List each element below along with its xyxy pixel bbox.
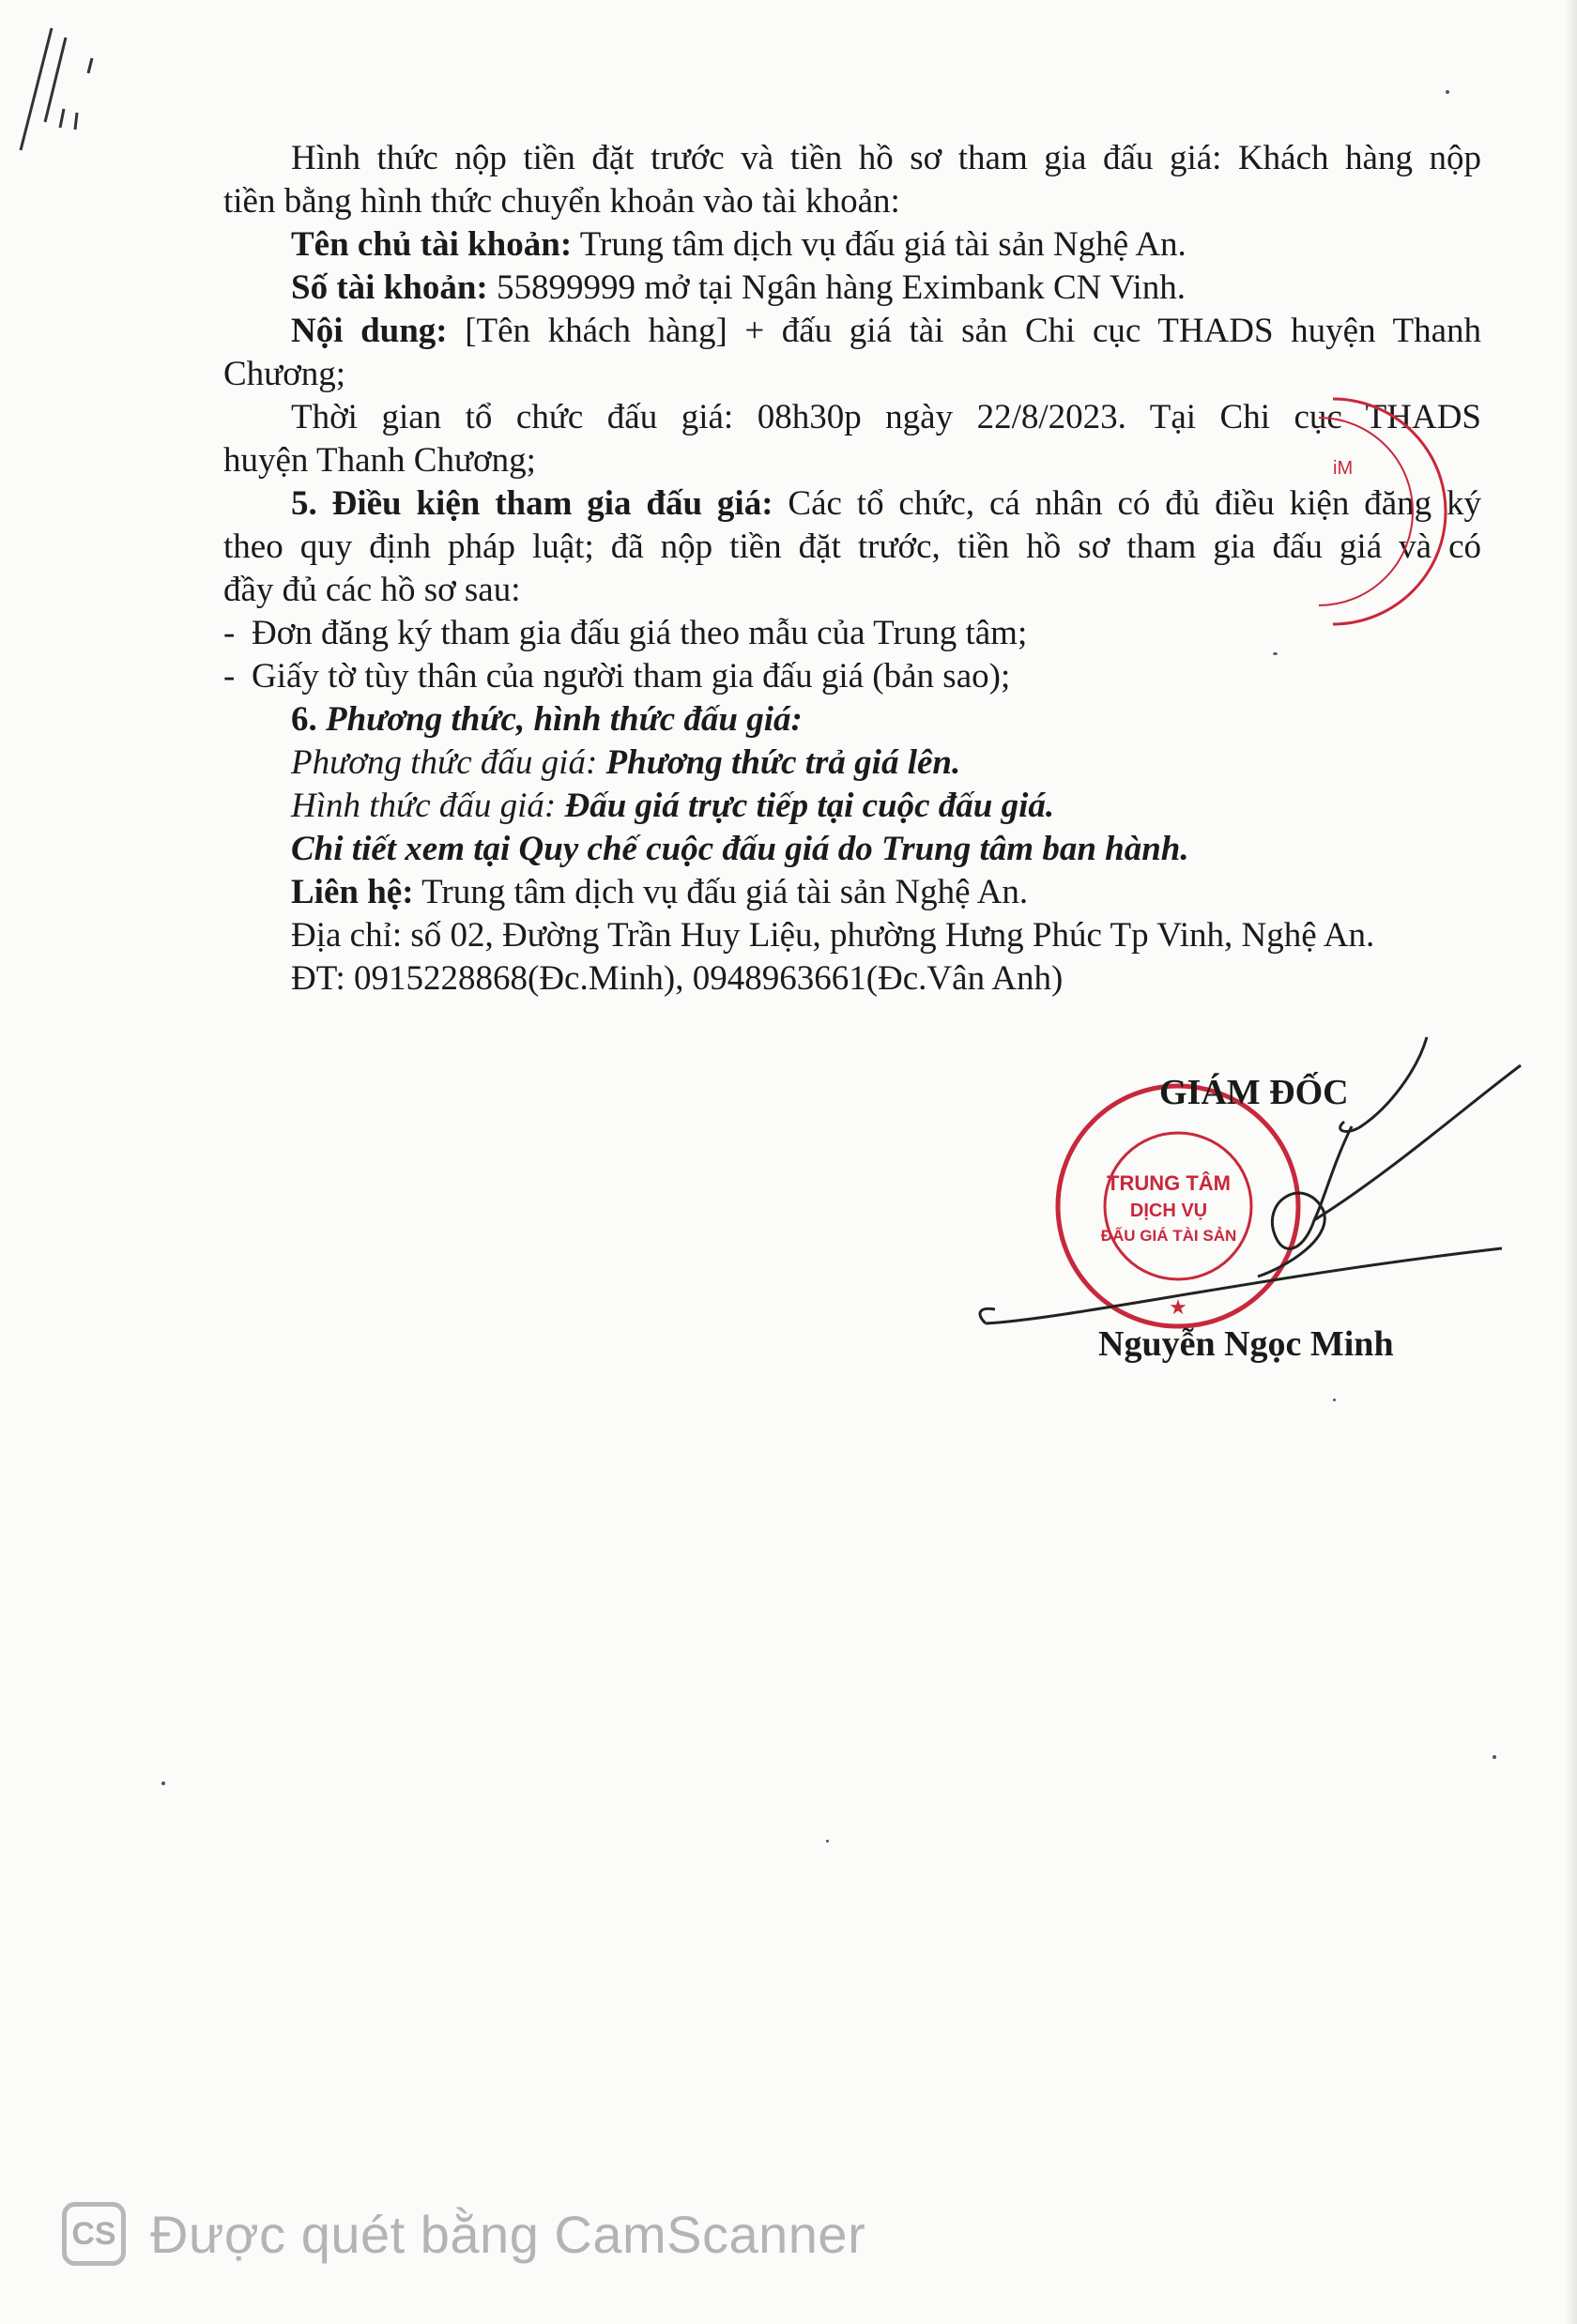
- partial-seal-stamp: [1314, 390, 1455, 643]
- document-line: [223, 396, 1481, 439]
- text-run: Các tổ chức, cá nhân có đủ điều kiện đăng ký: [773, 484, 1481, 523]
- svg-text:DỊCH VỤ: DỊCH VỤ: [1129, 1200, 1208, 1221]
- text-run: [Tên khách hàng] + đấu giá tài sản Chi cục THADS huyện Thanh: [447, 312, 1481, 350]
- document-line: [223, 223, 1481, 267]
- scan-speck: [1446, 90, 1449, 94]
- text-run: đầy đủ các hồ sơ sau:: [223, 571, 521, 609]
- text-run: Tên chủ tài khoản:: [291, 225, 573, 264]
- text-run: Phương thức đấu giá:: [291, 743, 606, 782]
- svg-text:★: ★: [1169, 1296, 1187, 1320]
- document-line: [223, 267, 1481, 310]
- text-run: 55899999 mở tại Ngân hàng Eximbank CN Vinh.: [487, 268, 1186, 307]
- text-run: Chương;: [223, 355, 346, 393]
- scan-speck: [1333, 1399, 1336, 1401]
- scan-speck: [1493, 1755, 1496, 1759]
- corner-pen-mark: [9, 19, 113, 160]
- text-run: 6.: [291, 700, 326, 739]
- text-run: Nội dung:: [291, 312, 448, 350]
- watermark-text: Được quét bằng CamScanner: [150, 2204, 866, 2264]
- camscanner-watermark: [62, 2196, 865, 2271]
- document-line: [223, 310, 1481, 353]
- document-line: [223, 655, 1481, 698]
- scan-speck: [161, 1781, 165, 1785]
- text-run: Liên hệ:: [291, 873, 414, 911]
- text-run: theo quy định pháp luật; đã nộp tiền đặt trước, tiền hồ sơ tham gia đấu giá và có: [223, 527, 1481, 566]
- text-run: Phương thức, hình thức đấu giá:: [326, 700, 803, 739]
- document-line: [223, 828, 1481, 871]
- text-run: Trung tâm dịch vụ đấu giá tài sản Nghệ An.: [572, 225, 1187, 264]
- document-line: [223, 698, 1481, 742]
- document-line: [223, 180, 1481, 223]
- signer-name: Nguyễn Ngọc Minh: [1098, 1324, 1394, 1364]
- document-line: [223, 914, 1481, 957]
- document-line: [223, 137, 1481, 180]
- document-line: [223, 957, 1481, 1001]
- document-line: [223, 871, 1481, 914]
- signature-block: [976, 1032, 1539, 1389]
- scan-speck: [826, 1840, 829, 1842]
- document-line: [223, 742, 1481, 785]
- text-run: tiền bằng hình thức chuyển khoản vào tài khoản:: [223, 182, 900, 221]
- text-run: Đơn đăng ký tham gia đấu giá theo mẫu của Trung tâm;: [252, 614, 1028, 652]
- director-title: GIÁM ĐỐC: [1159, 1073, 1349, 1112]
- page-edge-shadow: [1564, 0, 1577, 2324]
- text-run: ĐT: 0915228868(Đc.Minh), 0948963661(Đc.Vân Anh): [291, 959, 1064, 998]
- svg-text:iM: iM: [1333, 458, 1354, 479]
- text-run: Trung tâm dịch vụ đấu giá tài sản Nghệ An.: [413, 873, 1029, 911]
- text-run: 5. Điều kiện tham gia đấu giá:: [291, 484, 773, 523]
- svg-text:TRUNG TÂM: TRUNG TÂM: [1107, 1171, 1231, 1195]
- document-body: [223, 137, 1481, 1001]
- document-line: [223, 353, 1481, 396]
- document-line: [223, 439, 1481, 482]
- bullet-dash: -: [223, 657, 236, 696]
- text-run: Địa chỉ: số 02, Đường Trần Huy Liệu, phường Hưng Phúc Tp Vinh, Nghệ An.: [291, 916, 1375, 955]
- svg-text:ĐẤU GIÁ TÀI SẢN: ĐẤU GIÁ TÀI SẢN: [1100, 1227, 1237, 1245]
- document-line: [223, 526, 1481, 569]
- camscanner-logo-icon: CS: [62, 2202, 126, 2266]
- scan-speck: [1273, 652, 1278, 655]
- text-run: Giấy tờ tùy thân của người tham gia đấu giá (bản sao);: [252, 657, 1011, 696]
- text-run: Phương thức trả giá lên.: [605, 743, 961, 782]
- document-line: [223, 482, 1481, 526]
- text-run: huyện Thanh Chương;: [223, 441, 536, 480]
- document-line: [223, 612, 1481, 655]
- text-run: Số tài khoản:: [291, 268, 488, 307]
- bullet-dash: -: [223, 614, 236, 652]
- document-line: [223, 569, 1481, 612]
- text-run: Đấu giá trực tiếp tại cuộc đấu giá.: [564, 787, 1055, 825]
- text-run: Chi tiết xem tại Quy chế cuộc đấu giá do Trung tâm ban hành.: [291, 830, 1189, 868]
- text-run: Hình thức nộp tiền đặt trước và tiền hồ sơ tham gia đấu giá: Khách hàng nộp: [291, 139, 1481, 177]
- text-run: Thời gian tổ chức đấu giá: 08h30p ngày 22/8/2023. Tại Chi cục THADS: [291, 398, 1481, 436]
- document-line: [223, 785, 1481, 828]
- text-run: Hình thức đấu giá:: [291, 787, 565, 825]
